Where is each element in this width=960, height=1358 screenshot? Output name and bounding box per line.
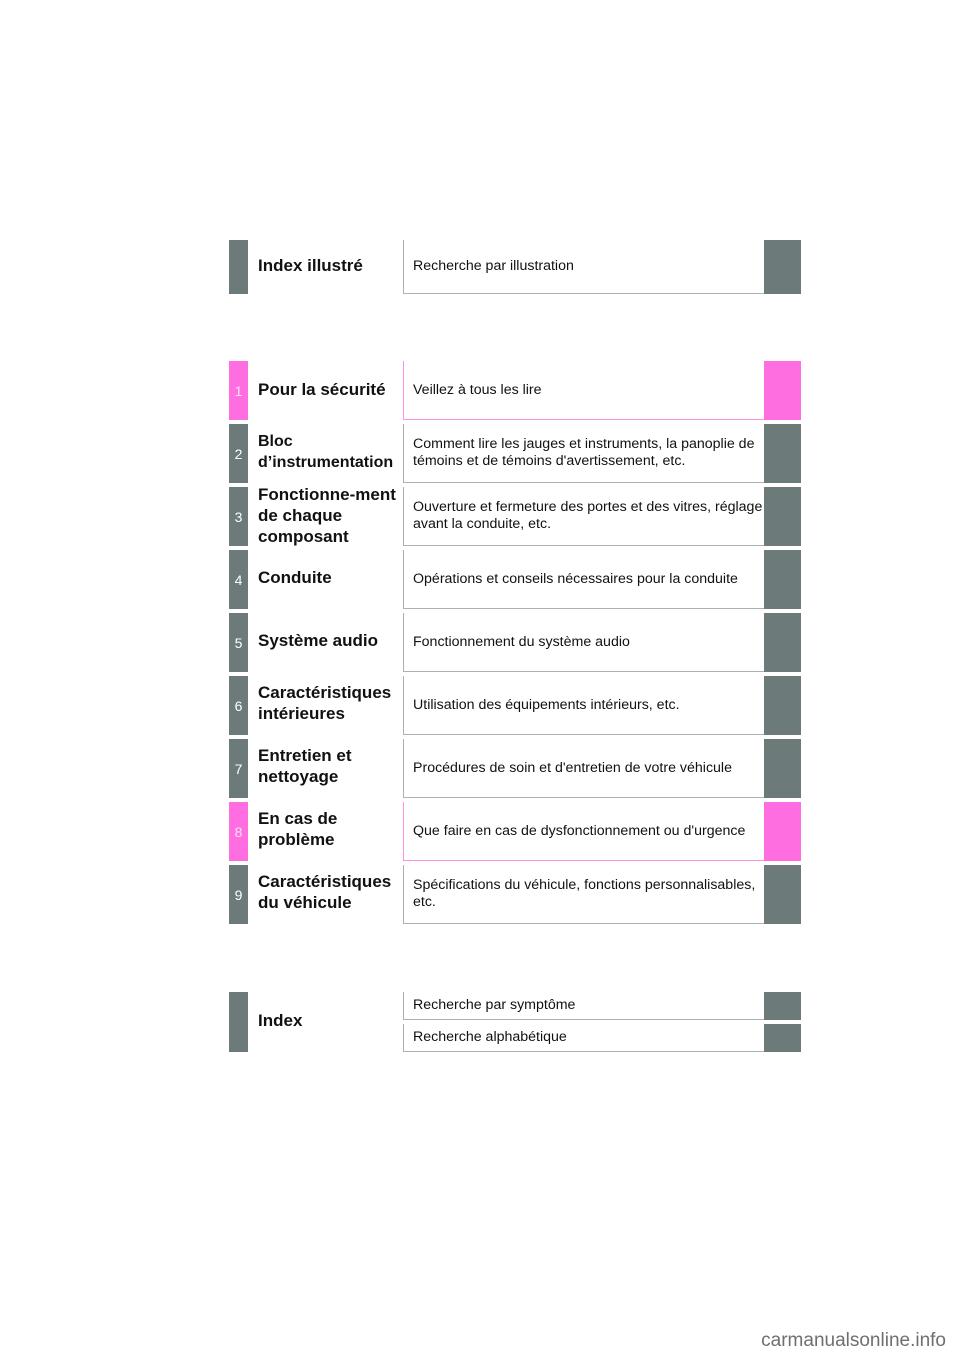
chapter-number: 8 <box>229 802 248 861</box>
chapter-marker <box>229 240 248 294</box>
thumb-tab <box>764 487 801 546</box>
thumb-tab <box>764 865 801 924</box>
chapter-description: Comment lire les jauges et instruments, la panoplie de témoins et de témoins d'avertissement, etc. <box>403 424 764 483</box>
chapter-number: 4 <box>229 550 248 609</box>
chapter-row-7[interactable] <box>229 739 801 798</box>
thumb-tab <box>764 992 801 1020</box>
thumb-tab <box>764 802 801 861</box>
index-row <box>229 992 801 1052</box>
chapter-number: 5 <box>229 613 248 672</box>
chapter-title: Caractéristiques du véhicule <box>258 872 392 912</box>
chapter-row-2[interactable] <box>229 424 801 483</box>
illustrated-index-row[interactable] <box>229 240 801 294</box>
chapter-row-5[interactable] <box>229 613 801 672</box>
index-item-symptom[interactable] <box>403 992 801 1020</box>
chapter-number: 6 <box>229 676 248 735</box>
chapter-number: 7 <box>229 739 248 798</box>
thumb-tab <box>764 240 801 294</box>
thumb-tab <box>764 1024 801 1052</box>
index-title: Index <box>258 1011 303 1030</box>
chapter-description: Veillez à tous les lire <box>403 361 764 420</box>
chapter-description: Spécifications du véhicule, fonctions personnalisables, etc. <box>403 865 764 924</box>
thumb-tab <box>764 424 801 483</box>
chapter-description: Ouverture et fermeture des portes et des vitres, réglage avant la conduite, etc. <box>403 487 764 546</box>
chapter-title: Caractéristiques intérieures <box>258 683 392 723</box>
chapter-title: Conduite <box>258 568 332 587</box>
thumb-tab <box>764 676 801 735</box>
chapter-marker <box>229 992 248 1052</box>
chapter-number: 1 <box>229 361 248 420</box>
chapter-description: Opérations et conseils nécessaires pour la conduite <box>403 550 764 609</box>
chapter-row-8[interactable] <box>229 802 801 861</box>
thumb-tab <box>764 739 801 798</box>
chapter-description: Procédures de soin et d'entretien de votre véhicule <box>403 739 764 798</box>
thumb-tab <box>764 361 801 420</box>
chapter-title: Pour la sécurité <box>258 380 386 399</box>
thumb-tab <box>764 550 801 609</box>
chapter-description: Fonctionnement du système audio <box>403 613 764 672</box>
section-description: Recherche par illustration <box>403 240 764 294</box>
chapter-title: En cas de problème <box>258 809 338 849</box>
chapter-title: Système audio <box>258 631 378 650</box>
chapter-number: 3 <box>229 487 248 546</box>
thumb-tab <box>764 613 801 672</box>
chapter-row-4[interactable] <box>229 550 801 609</box>
chapter-row-1[interactable] <box>229 361 801 420</box>
chapter-number: 2 <box>229 424 248 483</box>
index-item-label: Recherche par symptôme <box>403 992 764 1020</box>
chapter-row-6[interactable] <box>229 676 801 735</box>
chapter-title: Fonctionne-ment de chaque composant <box>258 485 396 546</box>
watermark: carmanualsonline.info <box>761 1330 946 1351</box>
chapter-title: Bloc d’instrumentation <box>258 433 394 471</box>
index-item-label: Recherche alphabétique <box>403 1024 764 1052</box>
chapter-description: Utilisation des équipements intérieurs, etc. <box>403 676 764 735</box>
chapter-description: Que faire en cas de dysfonctionnement ou d'urgence <box>403 802 764 861</box>
section-title: Index illustré <box>258 256 363 275</box>
chapter-row-3[interactable] <box>229 487 801 546</box>
chapter-row-9[interactable] <box>229 865 801 924</box>
chapter-number: 9 <box>229 865 248 924</box>
index-item-alphabetical[interactable] <box>403 1024 801 1052</box>
chapter-title: Entretien et nettoyage <box>258 746 352 786</box>
